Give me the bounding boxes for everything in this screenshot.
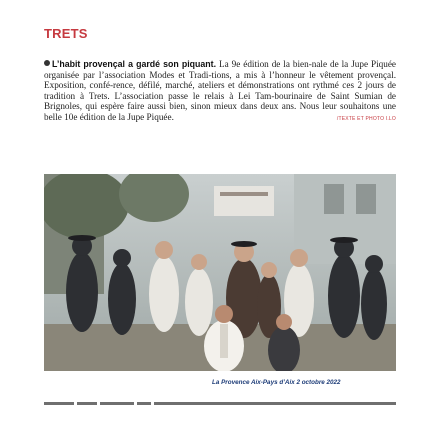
footer-rule-segment [44,402,74,405]
article-lead: L’habit provençal a gardé son piquant. [52,59,217,69]
headline: TRETS [44,26,88,41]
crowd-photo-illustration [44,174,396,371]
footer-rule-segment [100,402,134,405]
article-photo [44,174,396,371]
footer-rule-segment [154,402,396,405]
article-body: La 9e édition de la bien-nale de la Jupe Piquée organisée par l’association Modes et Tradi-tions, a mis à l’honneur le vêtement provençal. Exposition, confé-rence, défilé, marché, ateliers et démonstrations ont rythmé ces 2 jours de tradition à Trets. L’association passe le relais à Lei Tam-bourinaire de Saint Sumian de Brignoles, qui espère faire aussi bien, sinon mieux dans deux ans. Nous leur souhaitons une belle 10e édition de la Jupe Piquée. [44,59,396,122]
article-text [44,59,396,125]
source-caption: La Provence Aix-Pays d’Aix 2 octobre 2022 [212,379,341,386]
footer-rule [44,402,396,405]
photo-credit: /TEXTE ET PHOTO I.LO [336,115,396,122]
footer-rule-segment [77,402,97,405]
bullet-icon [44,60,50,66]
footer-rule-segment [137,402,151,405]
